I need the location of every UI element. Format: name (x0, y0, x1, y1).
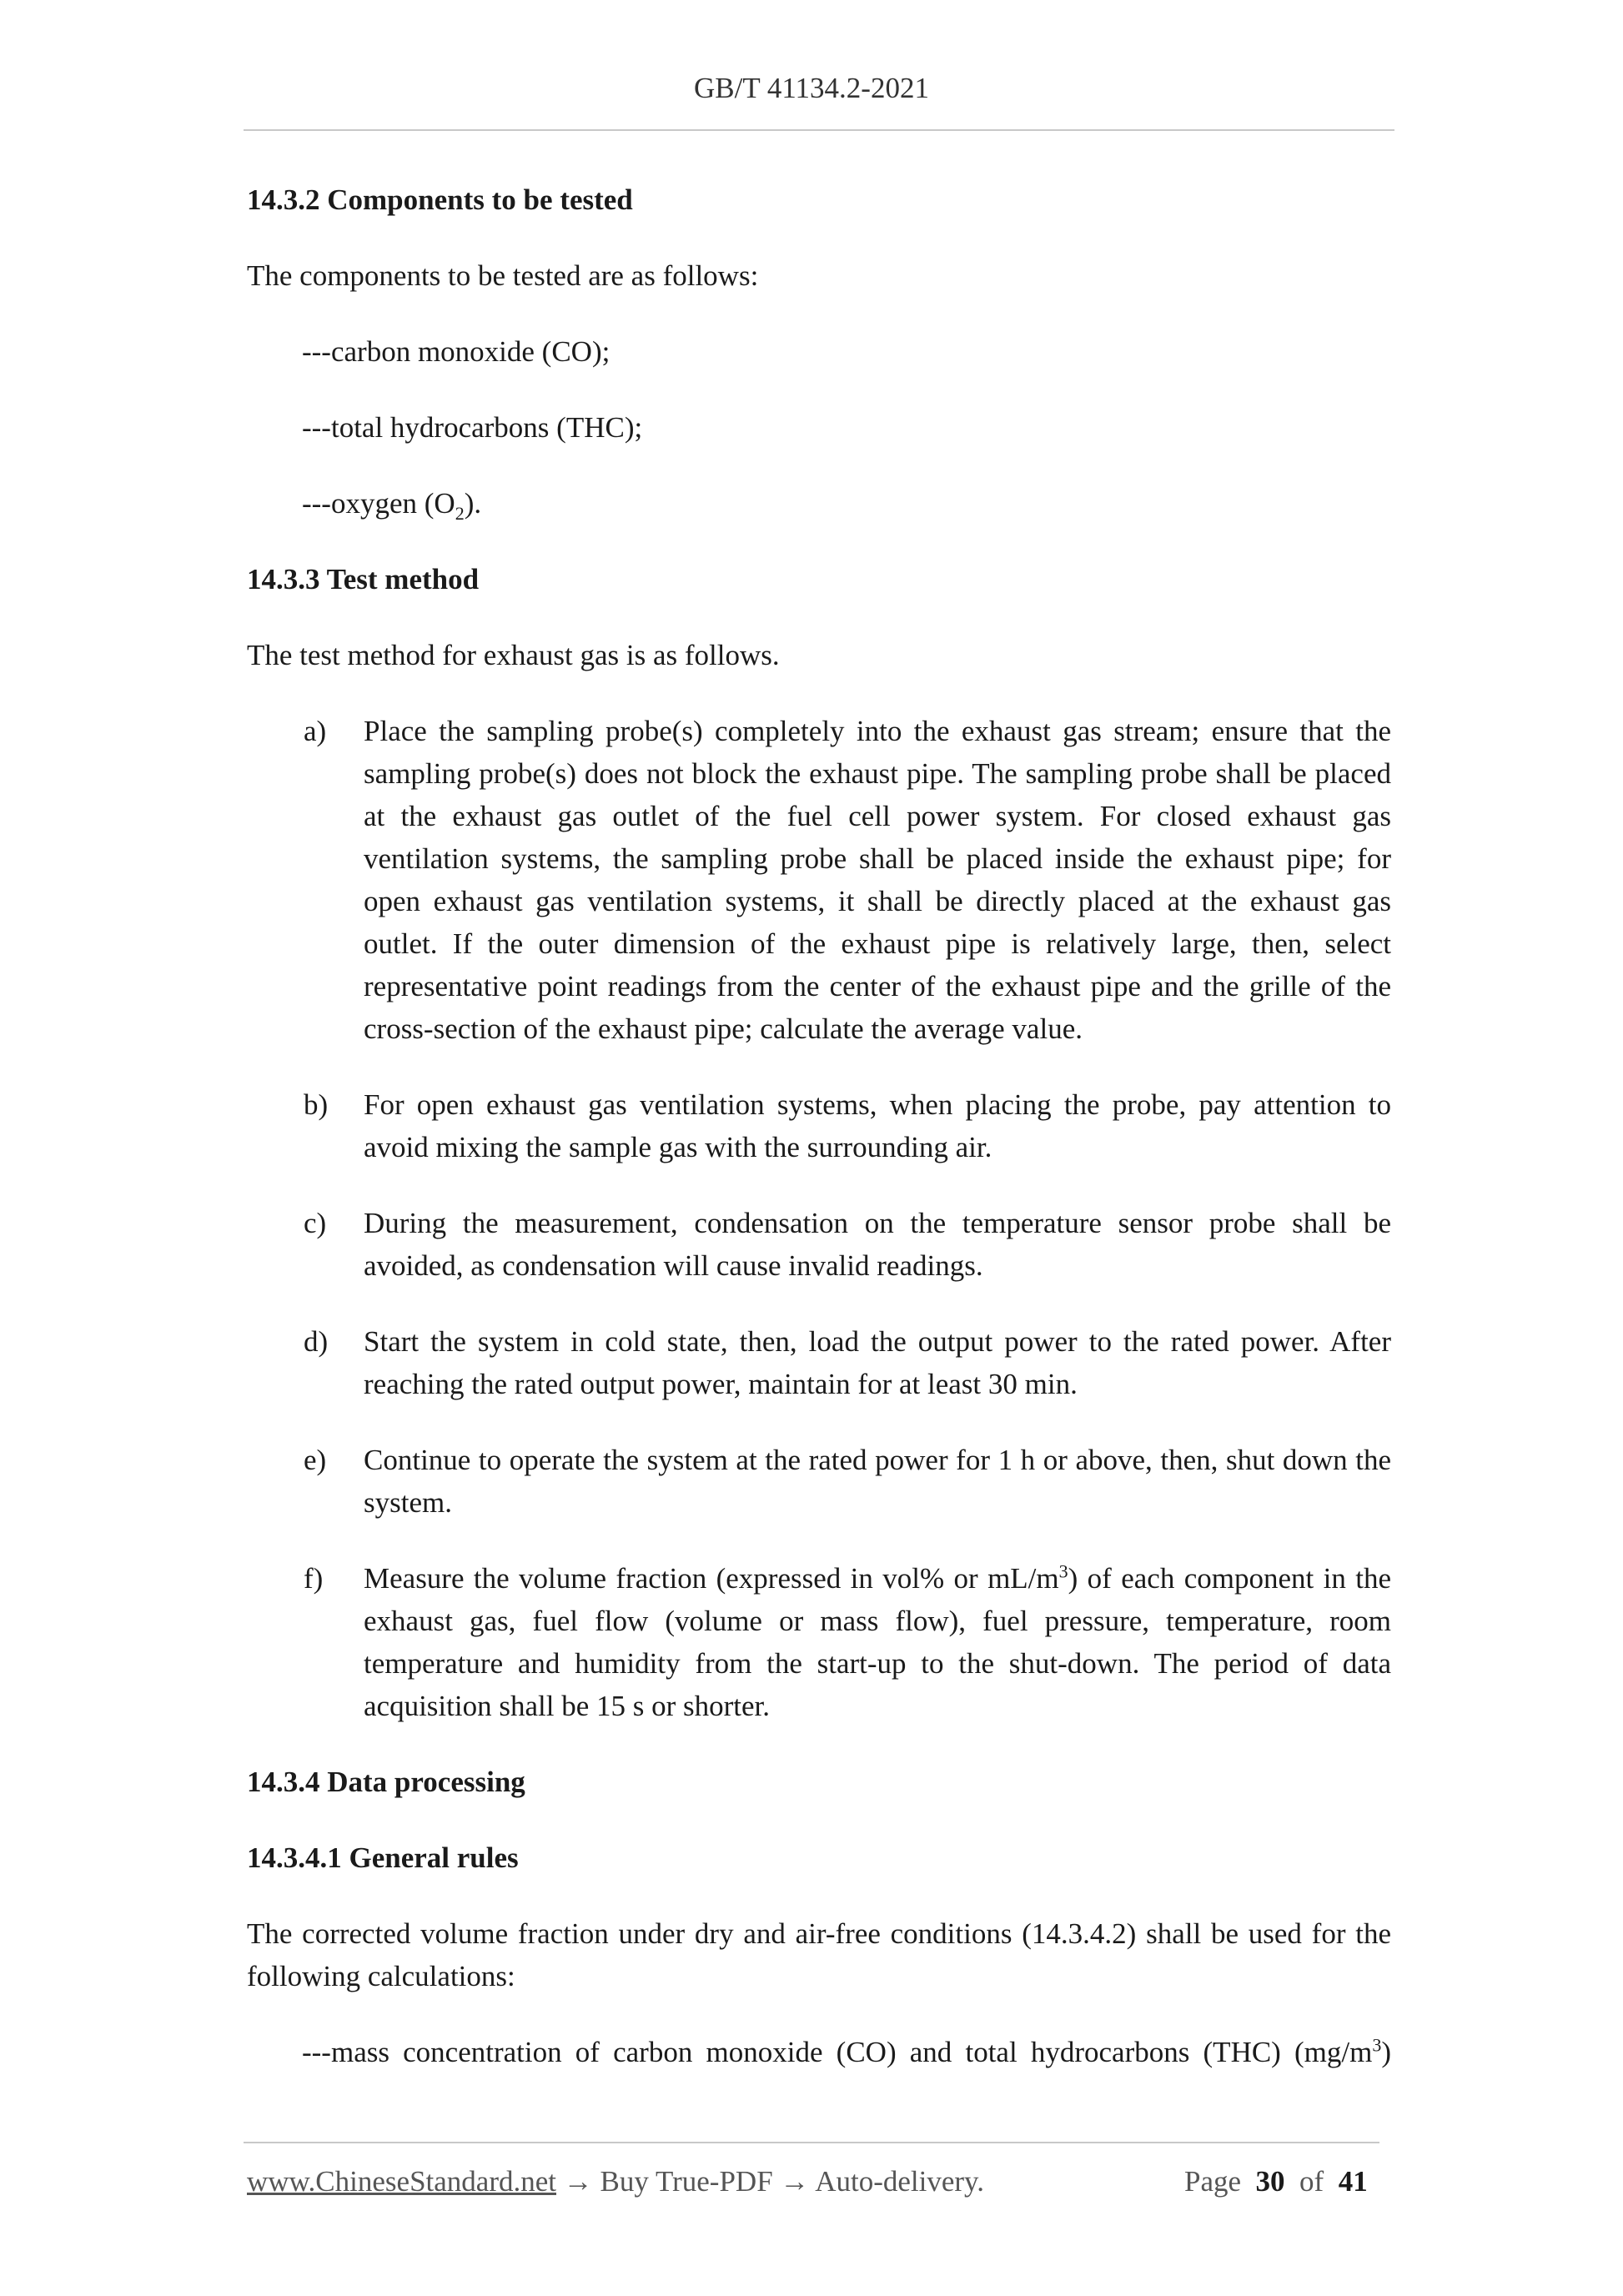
page-header-doc-id: GB/T 41134.2-2021 (694, 72, 929, 104)
list-item-a (247, 710, 1391, 1050)
page-total: 41 (1338, 2165, 1368, 2198)
list-item-thc: ---total hydrocarbons (THC); (302, 411, 643, 444)
list-item-oxygen (302, 482, 1391, 525)
footer-left (247, 2165, 984, 2198)
list-label: f) (304, 1562, 324, 1595)
section-heading-14-3-4-1: 14.3.4.1 General rules (247, 1841, 519, 1874)
list-label: d) (304, 1325, 329, 1358)
header-divider (244, 129, 1394, 131)
list-item-co: ---carbon monoxide (CO); (302, 335, 611, 368)
list-text: Continue to operate the system at the rated power for 1 h or above, then, shut down the system. (364, 1444, 1391, 1519)
list-label: c) (304, 1207, 327, 1239)
page-number: 30 (1255, 2165, 1285, 2198)
oxygen-suffix: ). (464, 487, 482, 520)
list-label: a) (304, 715, 327, 747)
item-f-before: Measure the volume fraction (expressed in vol% or mL/m (364, 1562, 1059, 1595)
paragraph-components-intro: The components to be tested are as follows: (247, 259, 759, 292)
item-f-superscript: 3 (1058, 1560, 1068, 1582)
list-item-d (247, 1320, 1391, 1405)
mass-after: ) (1381, 2036, 1391, 2068)
list-text: Start the system in cold state, then, load the output power to the rated power. After reaching the rated output power, maintain for at least 30 min. (364, 1325, 1391, 1400)
paragraph-general-rules: The corrected volume fraction under dry and air-free conditions (14.3.4.2) shall be used for the following calculations: (247, 1917, 1391, 1992)
mass-superscript: 3 (1372, 2034, 1382, 2056)
list-text: For open exhaust gas ventilation systems, when placing the probe, pay attention to avoid mixing the sample gas with the surrounding air. (364, 1088, 1391, 1163)
list-item-f (247, 1557, 1391, 1727)
page-word: Page (1184, 2165, 1242, 2198)
section-heading-14-3-4: 14.3.4 Data processing (247, 1766, 525, 1798)
section-heading-14-3-2: 14.3.2 Components to be tested (247, 183, 633, 216)
paragraph-test-method-intro: The test method for exhaust gas is as follows. (247, 639, 780, 671)
footer-tagline: → Buy True-PDF → Auto-delivery. (556, 2165, 985, 2198)
list-item-b (247, 1083, 1391, 1168)
of-word: of (1299, 2165, 1324, 2198)
list-item-c (247, 1202, 1391, 1287)
list-label: e) (304, 1444, 327, 1476)
footer-site-link[interactable]: www.ChineseStandard.net (247, 2165, 556, 2198)
document-body (247, 178, 1391, 2107)
list-text (364, 1557, 1391, 1727)
section-heading-14-3-3: 14.3.3 Test method (247, 563, 480, 595)
list-text: During the measurement, condensation on the temperature sensor probe shall be avoided, as condensation will cause invalid readings. (364, 1207, 1391, 1282)
list-item-mass-concentration (302, 2031, 1391, 2073)
list-text: Place the sampling probe(s) completely into the exhaust gas stream; ensure that the sampling probe(s) does not block the exhaust pipe. The sampling probe shall be placed at the exhaust gas outlet of the fuel cell power system. For closed exhaust gas ventilation systems, the sampling probe shall be placed inside the exhaust pipe; for open exhaust gas ventilation systems, it shall be directly placed at the exhaust gas outlet. If the outer dimension of the exhaust pipe is relatively large, then, select representative point readings from the center of the exhaust pipe and the grille of the cross-section of the exhaust pipe; calculate the average value. (364, 715, 1391, 1045)
page-indicator (1184, 2165, 1368, 2198)
list-label: b) (304, 1088, 329, 1121)
mass-before: ---mass concentration of carbon monoxide (CO) and total hydrocarbons (THC) (mg/m (302, 2036, 1373, 2068)
item-f-after: ) of each component in the exhaust gas, fuel flow (volume or mass flow), fuel pressure, temperature, room temperature and humidity from the start-up to the shut-down. The period of data acquisition shall be 15 s or shorter. (364, 1562, 1391, 1722)
oxygen-prefix: ---oxygen (O (302, 487, 455, 520)
oxygen-subscript: 2 (455, 503, 465, 524)
footer-divider (244, 2142, 1379, 2143)
list-item-e (247, 1439, 1391, 1524)
